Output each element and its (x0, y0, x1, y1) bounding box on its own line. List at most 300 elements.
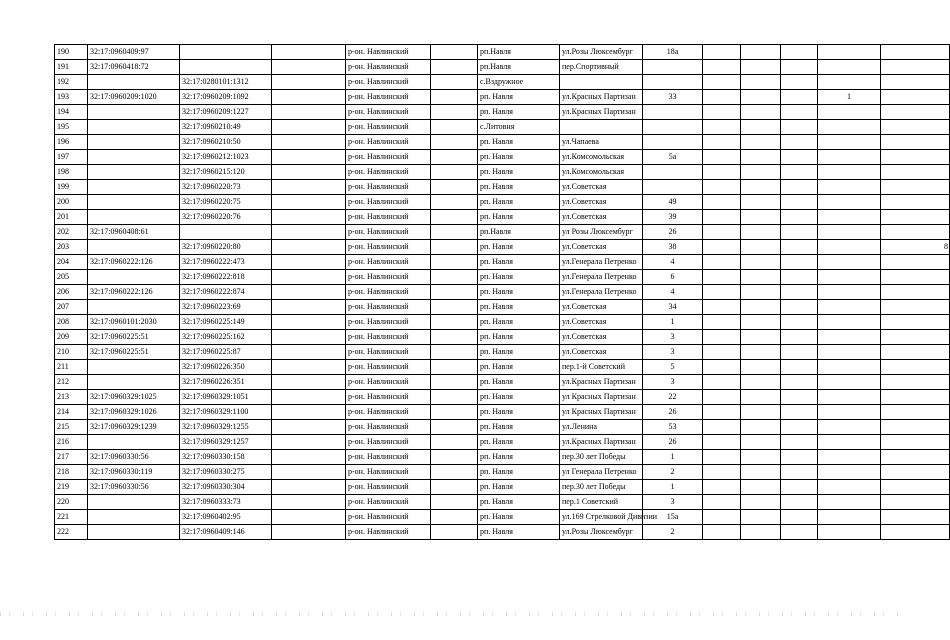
cell-house-number (643, 135, 703, 150)
cell-house-number: 5 (643, 360, 703, 375)
cell-locality: рп. Навля (478, 480, 560, 495)
cell-district: р-он. Навлинский (346, 420, 431, 435)
cell-house-number: 38 (643, 240, 703, 255)
cell-street: ул.169 Стрелковой Дивизии (560, 510, 643, 525)
cell-col-12 (781, 165, 818, 180)
cell-locality: рп. Навля (478, 375, 560, 390)
cell-col-4 (272, 405, 346, 420)
cell-building-number: 32:17:0960409:146 (180, 525, 272, 540)
cell-col-14 (881, 135, 950, 150)
cell-col-13 (818, 300, 881, 315)
cell-col-11 (741, 465, 781, 480)
cell-house-number: 2 (643, 525, 703, 540)
cell-house-number (643, 75, 703, 90)
cell-parcel-number (88, 120, 180, 135)
cell-col-10 (703, 225, 741, 240)
cell-building-number: 32:17:0960329:1100 (180, 405, 272, 420)
cell-col-6 (431, 165, 478, 180)
cell-col-13 (818, 105, 881, 120)
cell-district: р-он. Навлинский (346, 180, 431, 195)
cell-col-11 (741, 525, 781, 540)
cell-col-14 (881, 210, 950, 225)
cell-col-11 (741, 495, 781, 510)
cell-street: ул.Красных Партизан (560, 375, 643, 390)
cell-row-number: 203 (55, 240, 88, 255)
cell-col-6 (431, 420, 478, 435)
cell-col-11 (741, 300, 781, 315)
cell-col-6 (431, 315, 478, 330)
cell-row-number: 208 (55, 315, 88, 330)
cell-row-number: 202 (55, 225, 88, 240)
cell-col-13 (818, 525, 881, 540)
cell-col-13 (818, 450, 881, 465)
cell-col-12 (781, 60, 818, 75)
cell-parcel-number (88, 360, 180, 375)
cell-parcel-number (88, 525, 180, 540)
cell-street: пер.1 Советский (560, 495, 643, 510)
cell-col-6 (431, 510, 478, 525)
cell-locality: рп. Навля (478, 525, 560, 540)
table-row (55, 135, 950, 150)
cell-building-number: 32:17:0960215:120 (180, 165, 272, 180)
cell-parcel-number (88, 300, 180, 315)
cell-col-13 (818, 390, 881, 405)
cell-col-12 (781, 240, 818, 255)
cell-row-number: 219 (55, 480, 88, 495)
cell-house-number: 4 (643, 285, 703, 300)
cell-district: р-он. Навлинский (346, 105, 431, 120)
cell-col-10 (703, 285, 741, 300)
cell-parcel-number (88, 495, 180, 510)
cell-col-6 (431, 180, 478, 195)
cell-locality: рп. Навля (478, 315, 560, 330)
cell-building-number: 32:17:0960330:275 (180, 465, 272, 480)
cell-col-14 (881, 60, 950, 75)
cell-col-4 (272, 105, 346, 120)
cell-building-number: 32:17:0960226:350 (180, 360, 272, 375)
cell-col-6 (431, 105, 478, 120)
cell-col-4 (272, 45, 346, 60)
table-row (55, 480, 950, 495)
cell-col-13 (818, 165, 881, 180)
table-row (55, 300, 950, 315)
table-row (55, 150, 950, 165)
cell-col-4 (272, 495, 346, 510)
cell-row-number: 201 (55, 210, 88, 225)
cell-col-13 (818, 60, 881, 75)
cell-row-number: 195 (55, 120, 88, 135)
cell-house-number: 3 (643, 330, 703, 345)
cell-locality: рп. Навля (478, 360, 560, 375)
cell-col-4 (272, 240, 346, 255)
cell-district: р-он. Навлинский (346, 150, 431, 165)
cell-district: р-он. Навлинский (346, 195, 431, 210)
cell-house-number: 1 (643, 480, 703, 495)
cell-district: р-он. Навлинский (346, 270, 431, 285)
cell-col-4 (272, 465, 346, 480)
cell-street: ул.Советская (560, 195, 643, 210)
cell-parcel-number (88, 375, 180, 390)
cell-col-10 (703, 210, 741, 225)
cell-col-11 (741, 345, 781, 360)
table-row (55, 345, 950, 360)
cell-street: ул.Комсомольская (560, 165, 643, 180)
cell-col-13 (818, 45, 881, 60)
table-row (55, 450, 950, 465)
cell-locality: рп. Навля (478, 465, 560, 480)
cell-col-6 (431, 495, 478, 510)
cell-col-14 (881, 435, 950, 450)
cell-col-12 (781, 525, 818, 540)
cell-col-14 (881, 300, 950, 315)
cell-locality: рп. Навля (478, 180, 560, 195)
cell-col-6 (431, 45, 478, 60)
cell-col-10 (703, 465, 741, 480)
cell-col-4 (272, 270, 346, 285)
cell-locality: рп. Навля (478, 135, 560, 150)
cell-house-number: 1 (643, 450, 703, 465)
cell-col-6 (431, 90, 478, 105)
cell-col-14 (881, 105, 950, 120)
cell-street: ул.Красных Партизан (560, 435, 643, 450)
cell-locality: рп.Навля (478, 45, 560, 60)
cell-row-number: 220 (55, 495, 88, 510)
cell-locality: рп. Навля (478, 405, 560, 420)
cell-building-number: 32:17:0960220:73 (180, 180, 272, 195)
cell-col-14 (881, 420, 950, 435)
cell-col-4 (272, 165, 346, 180)
cell-locality: рп. Навля (478, 420, 560, 435)
cell-col-4 (272, 135, 346, 150)
cell-row-number: 205 (55, 270, 88, 285)
cell-col-6 (431, 390, 478, 405)
cell-col-4 (272, 225, 346, 240)
cell-col-6 (431, 465, 478, 480)
cell-col-12 (781, 255, 818, 270)
table-row (55, 495, 950, 510)
cell-col-13 (818, 405, 881, 420)
cell-parcel-number (88, 150, 180, 165)
cell-col-14 (881, 390, 950, 405)
table-row (55, 465, 950, 480)
cell-district: р-он. Навлинский (346, 135, 431, 150)
cell-col-10 (703, 360, 741, 375)
cell-district: р-он. Навлинский (346, 45, 431, 60)
cell-col-14 (881, 90, 950, 105)
cell-district: р-он. Навлинский (346, 405, 431, 420)
cell-col-11 (741, 225, 781, 240)
cell-col-4 (272, 510, 346, 525)
cell-col-4 (272, 420, 346, 435)
table-row (55, 255, 950, 270)
cell-building-number: 32:17:0960225:162 (180, 330, 272, 345)
cell-house-number: 4 (643, 255, 703, 270)
cell-col-11 (741, 240, 781, 255)
cell-col-12 (781, 420, 818, 435)
cell-col-11 (741, 390, 781, 405)
cell-row-number: 196 (55, 135, 88, 150)
cell-col-10 (703, 375, 741, 390)
cell-street: ул.Чапаева (560, 135, 643, 150)
cell-col-12 (781, 390, 818, 405)
cell-col-13 (818, 420, 881, 435)
cell-col-11 (741, 270, 781, 285)
cell-locality: рп. Навля (478, 510, 560, 525)
cell-street: ул.Советская (560, 240, 643, 255)
cell-parcel-number: 32:17:0960330:56 (88, 480, 180, 495)
cell-district: р-он. Навлинский (346, 330, 431, 345)
cell-street: пер.30 лет Победы (560, 480, 643, 495)
cell-col-10 (703, 345, 741, 360)
cell-col-4 (272, 195, 346, 210)
cell-col-4 (272, 450, 346, 465)
cell-col-14 (881, 510, 950, 525)
cell-col-14 (881, 345, 950, 360)
cell-col-11 (741, 480, 781, 495)
cell-col-6 (431, 435, 478, 450)
cell-street: ул.Красных Партизан (560, 90, 643, 105)
cell-street: ул.Генерала Петренко (560, 255, 643, 270)
cell-col-12 (781, 225, 818, 240)
cell-locality: рп. Навля (478, 450, 560, 465)
cell-row-number: 210 (55, 345, 88, 360)
cell-row-number: 192 (55, 75, 88, 90)
cell-col-4 (272, 525, 346, 540)
cell-col-6 (431, 255, 478, 270)
cell-locality: рп. Навля (478, 390, 560, 405)
cell-col-11 (741, 255, 781, 270)
cell-house-number: 1 (643, 315, 703, 330)
table-row (55, 75, 950, 90)
cell-col-12 (781, 45, 818, 60)
cell-row-number: 199 (55, 180, 88, 195)
cell-col-10 (703, 195, 741, 210)
cell-building-number: 32:17:0960223:69 (180, 300, 272, 315)
table-row (55, 375, 950, 390)
scan-artifact-line (0, 612, 905, 616)
cell-locality: рп. Навля (478, 210, 560, 225)
cell-district: р-он. Навлинский (346, 90, 431, 105)
cell-row-number: 217 (55, 450, 88, 465)
cell-col-6 (431, 240, 478, 255)
cell-street: пер.1-й Советский (560, 360, 643, 375)
cell-house-number: 5а (643, 150, 703, 165)
cell-col-12 (781, 360, 818, 375)
cell-col-4 (272, 150, 346, 165)
table-row (55, 420, 950, 435)
cell-col-11 (741, 435, 781, 450)
cell-district: р-он. Навлинский (346, 510, 431, 525)
cell-row-number: 204 (55, 255, 88, 270)
cell-parcel-number (88, 180, 180, 195)
cell-col-12 (781, 510, 818, 525)
table-row (55, 270, 950, 285)
cell-col-6 (431, 285, 478, 300)
cell-col-12 (781, 120, 818, 135)
cell-col-4 (272, 255, 346, 270)
cell-col-12 (781, 450, 818, 465)
cell-col-14 (881, 450, 950, 465)
table-row (55, 165, 950, 180)
cell-col-13 (818, 120, 881, 135)
table-row (55, 390, 950, 405)
cell-col-10 (703, 60, 741, 75)
cell-col-12 (781, 270, 818, 285)
cell-col-10 (703, 150, 741, 165)
cell-col-12 (781, 435, 818, 450)
cell-parcel-number: 32:17:0960101:2030 (88, 315, 180, 330)
cell-col-10 (703, 75, 741, 90)
cell-col-14 (881, 465, 950, 480)
cell-col-10 (703, 135, 741, 150)
cell-col-4 (272, 75, 346, 90)
cell-col-10 (703, 405, 741, 420)
cell-col-4 (272, 375, 346, 390)
cell-district: р-он. Навлинский (346, 360, 431, 375)
cell-col-11 (741, 165, 781, 180)
cell-building-number: 32:17:0960226:351 (180, 375, 272, 390)
cell-row-number: 209 (55, 330, 88, 345)
cell-building-number: 32:17:0280101:1312 (180, 75, 272, 90)
cell-building-number: 32:17:0960402:95 (180, 510, 272, 525)
cell-col-10 (703, 255, 741, 270)
cell-parcel-number: 32:17:0960329:1239 (88, 420, 180, 435)
table-row (55, 225, 950, 240)
cell-col-13 (818, 180, 881, 195)
cell-col-13 (818, 375, 881, 390)
cell-col-10 (703, 510, 741, 525)
table-row (55, 330, 950, 345)
cell-house-number: 26 (643, 405, 703, 420)
cell-house-number: 34 (643, 300, 703, 315)
cell-col-14 (881, 285, 950, 300)
cell-col-10 (703, 390, 741, 405)
cell-col-14 (881, 315, 950, 330)
cell-col-11 (741, 330, 781, 345)
cell-house-number (643, 165, 703, 180)
cell-col-12 (781, 480, 818, 495)
cell-col-13 (818, 255, 881, 270)
cell-district: р-он. Навлинский (346, 480, 431, 495)
cell-col-10 (703, 105, 741, 120)
cell-col-11 (741, 120, 781, 135)
table-row (55, 405, 950, 420)
cell-house-number: 26 (643, 225, 703, 240)
cell-col-6 (431, 480, 478, 495)
cell-col-11 (741, 195, 781, 210)
cell-col-4 (272, 360, 346, 375)
cell-house-number: 3 (643, 345, 703, 360)
table-row (55, 435, 950, 450)
cell-col-13 (818, 480, 881, 495)
cell-col-13 (818, 465, 881, 480)
cell-street (560, 75, 643, 90)
cell-street: ул Красных Партизан (560, 390, 643, 405)
cell-district: р-он. Навлинский (346, 255, 431, 270)
cell-parcel-number (88, 195, 180, 210)
cell-parcel-number (88, 135, 180, 150)
cell-col-13 (818, 210, 881, 225)
cell-house-number: 53 (643, 420, 703, 435)
cell-row-number: 212 (55, 375, 88, 390)
cell-col-12 (781, 150, 818, 165)
cell-col-12 (781, 345, 818, 360)
cell-col-10 (703, 330, 741, 345)
cell-locality: рп. Навля (478, 270, 560, 285)
cell-locality: рп. Навля (478, 105, 560, 120)
cell-col-4 (272, 60, 346, 75)
cell-col-11 (741, 375, 781, 390)
cell-parcel-number: 32:17:0960330:119 (88, 465, 180, 480)
cell-building-number: 32:17:0960329:1051 (180, 390, 272, 405)
cell-locality: рп. Навля (478, 255, 560, 270)
cell-col-11 (741, 450, 781, 465)
cell-col-10 (703, 240, 741, 255)
cell-col-6 (431, 345, 478, 360)
cell-row-number: 191 (55, 60, 88, 75)
cell-street: ул.Советская (560, 300, 643, 315)
cell-house-number (643, 180, 703, 195)
cell-locality: рп. Навля (478, 195, 560, 210)
cell-row-number: 198 (55, 165, 88, 180)
cell-building-number: 32:17:0960330:158 (180, 450, 272, 465)
cell-col-10 (703, 495, 741, 510)
cell-street: ул.Розы Люксембург (560, 45, 643, 60)
cell-house-number (643, 105, 703, 120)
cell-col-4 (272, 90, 346, 105)
cell-building-number: 32:17:0960222:473 (180, 255, 272, 270)
cell-locality: рп. Навля (478, 345, 560, 360)
cell-col-13 (818, 240, 881, 255)
cell-col-14 (881, 45, 950, 60)
cell-district: р-он. Навлинский (346, 75, 431, 90)
cell-district: р-он. Навлинский (346, 210, 431, 225)
cell-building-number: 32:17:0960222:874 (180, 285, 272, 300)
cell-house-number (643, 120, 703, 135)
cell-col-14: 8 (881, 240, 950, 255)
cell-col-14 (881, 495, 950, 510)
cell-row-number: 200 (55, 195, 88, 210)
cell-building-number (180, 60, 272, 75)
cell-locality: рп. Навля (478, 165, 560, 180)
cell-locality: рп. Навля (478, 150, 560, 165)
cell-col-14 (881, 255, 950, 270)
cell-house-number: 2 (643, 465, 703, 480)
cell-col-13 (818, 285, 881, 300)
cell-district: р-он. Навлинский (346, 435, 431, 450)
cell-building-number (180, 45, 272, 60)
cell-col-12 (781, 375, 818, 390)
cell-house-number: 3 (643, 495, 703, 510)
cell-col-12 (781, 105, 818, 120)
cell-parcel-number (88, 510, 180, 525)
cell-col-6 (431, 525, 478, 540)
cell-col-11 (741, 210, 781, 225)
cell-col-6 (431, 195, 478, 210)
table-row (55, 120, 950, 135)
cell-col-14 (881, 270, 950, 285)
cell-col-13 (818, 435, 881, 450)
table-row (55, 315, 950, 330)
cell-row-number: 215 (55, 420, 88, 435)
cell-row-number: 211 (55, 360, 88, 375)
cell-parcel-number (88, 105, 180, 120)
cell-house-number: 6 (643, 270, 703, 285)
cell-col-10 (703, 435, 741, 450)
cell-district: р-он. Навлинский (346, 165, 431, 180)
cell-col-13 (818, 330, 881, 345)
cell-house-number: 18а (643, 45, 703, 60)
